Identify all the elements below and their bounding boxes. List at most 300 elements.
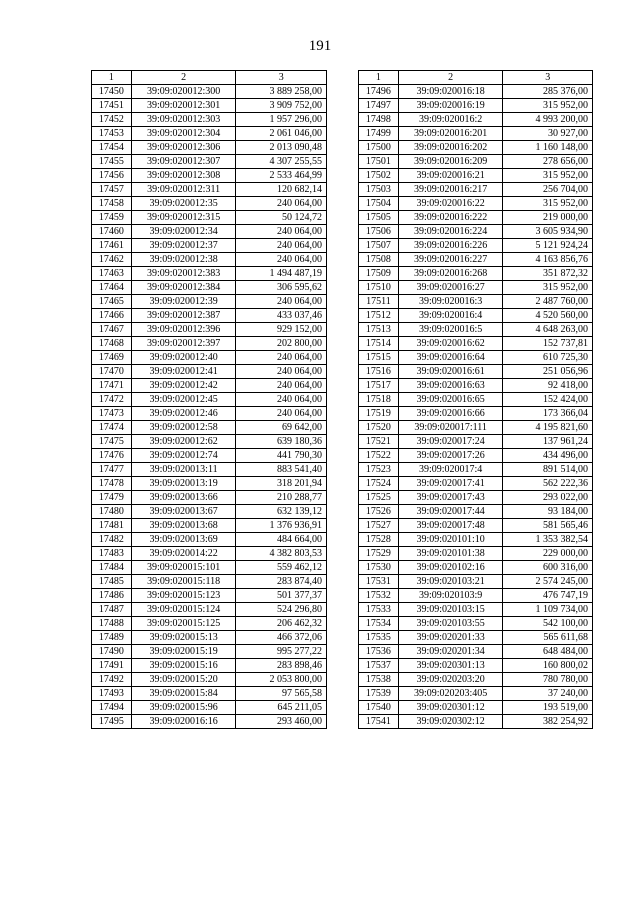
- row-number-cell: 17527: [359, 519, 399, 533]
- cadastral-number-cell: 39:09:020015:16: [131, 659, 236, 673]
- column-header-cadastral: 2: [131, 71, 236, 85]
- cadastral-number-cell: 39:09:020101:38: [398, 547, 503, 561]
- value-cell: 559 462,12: [236, 561, 327, 575]
- cadastral-number-cell: 39:09:020012:62: [131, 435, 236, 449]
- row-number-cell: 17503: [359, 183, 399, 197]
- row-number-cell: 17509: [359, 267, 399, 281]
- value-cell: 434 496,00: [503, 449, 593, 463]
- table-row: [92, 407, 327, 421]
- cadastral-number-cell: 39:09:020016:63: [398, 379, 503, 393]
- column-header-number: 1: [359, 71, 399, 85]
- row-number-cell: 17465: [92, 295, 132, 309]
- cadastral-number-cell: 39:09:020017:41: [398, 477, 503, 491]
- cadastral-number-cell: 39:09:020012:315: [131, 211, 236, 225]
- value-cell: 5 121 924,24: [503, 239, 593, 253]
- table-row: [92, 421, 327, 435]
- row-number-cell: 17526: [359, 505, 399, 519]
- row-number-cell: 17469: [92, 351, 132, 365]
- row-number-cell: 17481: [92, 519, 132, 533]
- table-row: [359, 715, 593, 729]
- row-number-cell: 17487: [92, 603, 132, 617]
- value-cell: 315 952,00: [503, 281, 593, 295]
- row-number-cell: 17529: [359, 547, 399, 561]
- table-row: [359, 547, 593, 561]
- value-cell: 581 565,46: [503, 519, 593, 533]
- table-row: [359, 239, 593, 253]
- cadastral-number-cell: 39:09:020015:125: [131, 617, 236, 631]
- value-cell: 524 296,80: [236, 603, 327, 617]
- table-row: [359, 337, 593, 351]
- table-row: [92, 127, 327, 141]
- value-cell: 240 064,00: [236, 197, 327, 211]
- table-row: [359, 379, 593, 393]
- value-cell: 476 747,19: [503, 589, 593, 603]
- table-row: [359, 127, 593, 141]
- table-row: [359, 393, 593, 407]
- cadastral-number-cell: 39:09:020012:383: [131, 267, 236, 281]
- value-cell: 69 642,00: [236, 421, 327, 435]
- row-number-cell: 17491: [92, 659, 132, 673]
- value-cell: 240 064,00: [236, 407, 327, 421]
- row-number-cell: 17536: [359, 645, 399, 659]
- value-cell: 278 656,00: [503, 155, 593, 169]
- row-number-cell: 17451: [92, 99, 132, 113]
- value-cell: 206 462,32: [236, 617, 327, 631]
- table-row: [359, 253, 593, 267]
- column-header-value: 3: [503, 71, 593, 85]
- cadastral-number-cell: 39:09:020016:4: [398, 309, 503, 323]
- value-cell: 256 704,00: [503, 183, 593, 197]
- row-number-cell: 17484: [92, 561, 132, 575]
- table-row: [359, 183, 593, 197]
- value-cell: 2 053 800,00: [236, 673, 327, 687]
- value-cell: 240 064,00: [236, 225, 327, 239]
- cadastral-number-cell: 39:09:020102:16: [398, 561, 503, 575]
- value-cell: 152 424,00: [503, 393, 593, 407]
- cadastral-number-cell: 39:09:020012:45: [131, 393, 236, 407]
- row-number-cell: 17510: [359, 281, 399, 295]
- table-row: [92, 183, 327, 197]
- row-number-cell: 17518: [359, 393, 399, 407]
- table-row: [92, 169, 327, 183]
- row-number-cell: 17500: [359, 141, 399, 155]
- value-cell: 565 611,68: [503, 631, 593, 645]
- row-number-cell: 17534: [359, 617, 399, 631]
- table-row: [92, 645, 327, 659]
- table-row: [359, 659, 593, 673]
- value-cell: 2 487 760,00: [503, 295, 593, 309]
- cadastral-number-cell: 39:09:020016:209: [398, 155, 503, 169]
- table-row: [92, 715, 327, 729]
- value-cell: 441 790,30: [236, 449, 327, 463]
- cadastral-number-cell: 39:09:020015:13: [131, 631, 236, 645]
- table-row: [92, 379, 327, 393]
- table-row: [359, 533, 593, 547]
- header-row: [92, 71, 327, 85]
- cadastral-number-cell: 39:09:020012:304: [131, 127, 236, 141]
- cadastral-number-cell: 39:09:020012:46: [131, 407, 236, 421]
- value-cell: 152 737,81: [503, 337, 593, 351]
- cadastral-number-cell: 39:09:020016:62: [398, 337, 503, 351]
- table-row: [92, 617, 327, 631]
- row-number-cell: 17475: [92, 435, 132, 449]
- cadastral-number-cell: 39:09:020012:384: [131, 281, 236, 295]
- value-cell: 648 484,00: [503, 645, 593, 659]
- value-cell: 306 595,62: [236, 281, 327, 295]
- cadastral-number-cell: 39:09:020013:68: [131, 519, 236, 533]
- row-number-cell: 17519: [359, 407, 399, 421]
- table-row: [92, 631, 327, 645]
- table-row: [92, 449, 327, 463]
- value-cell: 2 013 090,48: [236, 141, 327, 155]
- cadastral-number-cell: 39:09:020017:43: [398, 491, 503, 505]
- cadastral-number-cell: 39:09:020103:21: [398, 575, 503, 589]
- row-number-cell: 17504: [359, 197, 399, 211]
- table-row: [92, 575, 327, 589]
- row-number-cell: 17466: [92, 309, 132, 323]
- table-body-left: [92, 85, 327, 729]
- value-cell: 93 184,00: [503, 505, 593, 519]
- table-row: [359, 561, 593, 575]
- row-number-cell: 17516: [359, 365, 399, 379]
- table-row: [359, 645, 593, 659]
- value-cell: 4 307 255,55: [236, 155, 327, 169]
- table-row: [92, 267, 327, 281]
- row-number-cell: 17470: [92, 365, 132, 379]
- value-cell: 2 061 046,00: [236, 127, 327, 141]
- row-number-cell: 17501: [359, 155, 399, 169]
- row-number-cell: 17493: [92, 687, 132, 701]
- value-cell: 542 100,00: [503, 617, 593, 631]
- table-row: [359, 449, 593, 463]
- value-cell: 1 957 296,00: [236, 113, 327, 127]
- cadastral-number-cell: 39:09:020016:22: [398, 197, 503, 211]
- row-number-cell: 17498: [359, 113, 399, 127]
- cadastral-number-cell: 39:09:020017:4: [398, 463, 503, 477]
- table-row: [92, 155, 327, 169]
- cadastral-number-cell: 39:09:020013:69: [131, 533, 236, 547]
- row-number-cell: 17531: [359, 575, 399, 589]
- cadastral-number-cell: 39:09:020012:397: [131, 337, 236, 351]
- row-number-cell: 17472: [92, 393, 132, 407]
- table-row: [359, 155, 593, 169]
- row-number-cell: 17485: [92, 575, 132, 589]
- table-row: [359, 169, 593, 183]
- cadastral-number-cell: 39:09:020101:10: [398, 533, 503, 547]
- page-number: 191: [308, 38, 332, 54]
- value-cell: 610 725,30: [503, 351, 593, 365]
- table-row: [92, 337, 327, 351]
- table-row: [92, 589, 327, 603]
- row-number-cell: 17537: [359, 659, 399, 673]
- value-cell: 2 574 245,00: [503, 575, 593, 589]
- cadastral-number-cell: 39:09:020015:19: [131, 645, 236, 659]
- cadastral-number-cell: 39:09:020012:34: [131, 225, 236, 239]
- row-number-cell: 17453: [92, 127, 132, 141]
- table-row: [92, 603, 327, 617]
- registry-table-left: [91, 70, 327, 729]
- table-row: [359, 113, 593, 127]
- table-row: [359, 463, 593, 477]
- value-cell: 97 565,58: [236, 687, 327, 701]
- cadastral-number-cell: 39:09:020012:39: [131, 295, 236, 309]
- cadastral-number-cell: 39:09:020012:41: [131, 365, 236, 379]
- value-cell: 229 000,00: [503, 547, 593, 561]
- table-row: [92, 85, 327, 99]
- cadastral-number-cell: 39:09:020016:65: [398, 393, 503, 407]
- value-cell: 219 000,00: [503, 211, 593, 225]
- row-number-cell: 17497: [359, 99, 399, 113]
- table-row: [359, 687, 593, 701]
- row-number-cell: 17525: [359, 491, 399, 505]
- value-cell: 433 037,46: [236, 309, 327, 323]
- row-number-cell: 17522: [359, 449, 399, 463]
- value-cell: 3 909 752,00: [236, 99, 327, 113]
- value-cell: 4 520 560,00: [503, 309, 593, 323]
- value-cell: 1 376 936,91: [236, 519, 327, 533]
- row-number-cell: 17468: [92, 337, 132, 351]
- value-cell: 240 064,00: [236, 253, 327, 267]
- row-number-cell: 17523: [359, 463, 399, 477]
- cadastral-number-cell: 39:09:020302:12: [398, 715, 503, 729]
- table-row: [359, 477, 593, 491]
- table-row: [359, 505, 593, 519]
- table-row: [92, 365, 327, 379]
- value-cell: 92 418,00: [503, 379, 593, 393]
- cadastral-number-cell: 39:09:020012:306: [131, 141, 236, 155]
- value-cell: 240 064,00: [236, 379, 327, 393]
- table-row: [359, 351, 593, 365]
- value-cell: 883 541,40: [236, 463, 327, 477]
- table-row: [359, 617, 593, 631]
- cadastral-number-cell: 39:09:020016:222: [398, 211, 503, 225]
- row-number-cell: 17461: [92, 239, 132, 253]
- value-cell: 382 254,92: [503, 715, 593, 729]
- table-row: [359, 211, 593, 225]
- row-number-cell: 17499: [359, 127, 399, 141]
- row-number-cell: 17514: [359, 337, 399, 351]
- value-cell: 30 927,00: [503, 127, 593, 141]
- row-number-cell: 17496: [359, 85, 399, 99]
- row-number-cell: 17463: [92, 267, 132, 281]
- row-number-cell: 17456: [92, 169, 132, 183]
- table-row: [359, 323, 593, 337]
- row-number-cell: 17521: [359, 435, 399, 449]
- value-cell: 315 952,00: [503, 197, 593, 211]
- column-header-number: 1: [92, 71, 132, 85]
- row-number-cell: 17512: [359, 309, 399, 323]
- value-cell: 315 952,00: [503, 169, 593, 183]
- row-number-cell: 17474: [92, 421, 132, 435]
- cadastral-number-cell: 39:09:020017:48: [398, 519, 503, 533]
- row-number-cell: 17495: [92, 715, 132, 729]
- cadastral-number-cell: 39:09:020012:308: [131, 169, 236, 183]
- cadastral-number-cell: 39:09:020016:2: [398, 113, 503, 127]
- value-cell: 1 160 148,00: [503, 141, 593, 155]
- value-cell: 639 180,36: [236, 435, 327, 449]
- cadastral-number-cell: 39:09:020012:38: [131, 253, 236, 267]
- column-header-value: 3: [236, 71, 327, 85]
- table-row: [92, 659, 327, 673]
- table-row: [359, 491, 593, 505]
- row-number-cell: 17489: [92, 631, 132, 645]
- row-number-cell: 17450: [92, 85, 132, 99]
- value-cell: 4 195 821,60: [503, 421, 593, 435]
- table-row: [92, 211, 327, 225]
- column-header-cadastral: 2: [398, 71, 503, 85]
- value-cell: 193 519,00: [503, 701, 593, 715]
- row-number-cell: 17479: [92, 491, 132, 505]
- table-row: [92, 519, 327, 533]
- value-cell: 3 889 258,00: [236, 85, 327, 99]
- value-cell: 283 874,40: [236, 575, 327, 589]
- value-cell: 501 377,37: [236, 589, 327, 603]
- cadastral-number-cell: 39:09:020015:124: [131, 603, 236, 617]
- table-row: [92, 687, 327, 701]
- table-row: [92, 561, 327, 575]
- table-row: [359, 99, 593, 113]
- row-number-cell: 17459: [92, 211, 132, 225]
- value-cell: 318 201,94: [236, 477, 327, 491]
- row-number-cell: 17454: [92, 141, 132, 155]
- value-cell: 293 460,00: [236, 715, 327, 729]
- value-cell: 2 533 464,99: [236, 169, 327, 183]
- cadastral-number-cell: 39:09:020017:44: [398, 505, 503, 519]
- value-cell: 1 109 734,00: [503, 603, 593, 617]
- table-row: [359, 225, 593, 239]
- cadastral-number-cell: 39:09:020016:64: [398, 351, 503, 365]
- table-row: [359, 407, 593, 421]
- value-cell: 562 222,36: [503, 477, 593, 491]
- cadastral-number-cell: 39:09:020017:26: [398, 449, 503, 463]
- row-number-cell: 17464: [92, 281, 132, 295]
- cadastral-number-cell: 39:09:020015:20: [131, 673, 236, 687]
- cadastral-number-cell: 39:09:020013:66: [131, 491, 236, 505]
- row-number-cell: 17505: [359, 211, 399, 225]
- table-row: [92, 239, 327, 253]
- value-cell: 995 277,22: [236, 645, 327, 659]
- cadastral-number-cell: 39:09:020012:40: [131, 351, 236, 365]
- cadastral-number-cell: 39:09:020012:301: [131, 99, 236, 113]
- value-cell: 929 152,00: [236, 323, 327, 337]
- table-row: [359, 197, 593, 211]
- table-row: [92, 295, 327, 309]
- cadastral-number-cell: 39:09:020201:34: [398, 645, 503, 659]
- row-number-cell: 17490: [92, 645, 132, 659]
- cadastral-number-cell: 39:09:020012:303: [131, 113, 236, 127]
- value-cell: 600 316,00: [503, 561, 593, 575]
- table-row: [359, 519, 593, 533]
- table-row: [92, 141, 327, 155]
- cadastral-number-cell: 39:09:020012:58: [131, 421, 236, 435]
- row-number-cell: 17467: [92, 323, 132, 337]
- cadastral-number-cell: 39:09:020203:20: [398, 673, 503, 687]
- table-row: [92, 197, 327, 211]
- table-row: [92, 113, 327, 127]
- row-number-cell: 17540: [359, 701, 399, 715]
- value-cell: 293 022,00: [503, 491, 593, 505]
- cadastral-number-cell: 39:09:020016:217: [398, 183, 503, 197]
- row-number-cell: 17515: [359, 351, 399, 365]
- table-row: [92, 281, 327, 295]
- value-cell: 4 163 856,76: [503, 253, 593, 267]
- cadastral-number-cell: 39:09:020012:37: [131, 239, 236, 253]
- cadastral-number-cell: 39:09:020012:35: [131, 197, 236, 211]
- table-row: [359, 365, 593, 379]
- table-row: [359, 603, 593, 617]
- value-cell: 4 648 263,00: [503, 323, 593, 337]
- table-row: [92, 99, 327, 113]
- row-number-cell: 17517: [359, 379, 399, 393]
- cadastral-number-cell: 39:09:020012:311: [131, 183, 236, 197]
- value-cell: 4 993 200,00: [503, 113, 593, 127]
- value-cell: 240 064,00: [236, 365, 327, 379]
- value-cell: 240 064,00: [236, 295, 327, 309]
- row-number-cell: 17452: [92, 113, 132, 127]
- value-cell: 50 124,72: [236, 211, 327, 225]
- table-row: [92, 225, 327, 239]
- table-row: [359, 85, 593, 99]
- cadastral-number-cell: 39:09:020015:118: [131, 575, 236, 589]
- cadastral-number-cell: 39:09:020203:405: [398, 687, 503, 701]
- cadastral-number-cell: 39:09:020012:307: [131, 155, 236, 169]
- cadastral-number-cell: 39:09:020012:42: [131, 379, 236, 393]
- row-number-cell: 17532: [359, 589, 399, 603]
- table-row: [92, 323, 327, 337]
- cadastral-number-cell: 39:09:020201:33: [398, 631, 503, 645]
- registry-table-right: [358, 70, 593, 729]
- value-cell: 1 353 382,54: [503, 533, 593, 547]
- cadastral-number-cell: 39:09:020016:19: [398, 99, 503, 113]
- table-row: [92, 547, 327, 561]
- cadastral-number-cell: 39:09:020016:3: [398, 295, 503, 309]
- row-number-cell: 17494: [92, 701, 132, 715]
- row-number-cell: 17535: [359, 631, 399, 645]
- cadastral-number-cell: 39:09:020016:224: [398, 225, 503, 239]
- cadastral-number-cell: 39:09:020016:226: [398, 239, 503, 253]
- value-cell: 3 605 934,90: [503, 225, 593, 239]
- row-number-cell: 17488: [92, 617, 132, 631]
- value-cell: 160 800,02: [503, 659, 593, 673]
- row-number-cell: 17460: [92, 225, 132, 239]
- cadastral-number-cell: 39:09:020016:202: [398, 141, 503, 155]
- table-row: [359, 575, 593, 589]
- table-row: [359, 281, 593, 295]
- row-number-cell: 17528: [359, 533, 399, 547]
- table-row: [92, 505, 327, 519]
- value-cell: 283 898,46: [236, 659, 327, 673]
- value-cell: 210 288,77: [236, 491, 327, 505]
- value-cell: 202 800,00: [236, 337, 327, 351]
- cadastral-number-cell: 39:09:020013:19: [131, 477, 236, 491]
- table-row: [359, 295, 593, 309]
- table-row: [359, 421, 593, 435]
- value-cell: 240 064,00: [236, 351, 327, 365]
- table-row: [92, 491, 327, 505]
- value-cell: 891 514,00: [503, 463, 593, 477]
- cadastral-number-cell: 39:09:020301:13: [398, 659, 503, 673]
- row-number-cell: 17457: [92, 183, 132, 197]
- table-row: [359, 267, 593, 281]
- row-number-cell: 17483: [92, 547, 132, 561]
- value-cell: 240 064,00: [236, 239, 327, 253]
- table-row: [92, 463, 327, 477]
- row-number-cell: 17486: [92, 589, 132, 603]
- row-number-cell: 17513: [359, 323, 399, 337]
- cadastral-number-cell: 39:09:020103:9: [398, 589, 503, 603]
- value-cell: 37 240,00: [503, 687, 593, 701]
- row-number-cell: 17538: [359, 673, 399, 687]
